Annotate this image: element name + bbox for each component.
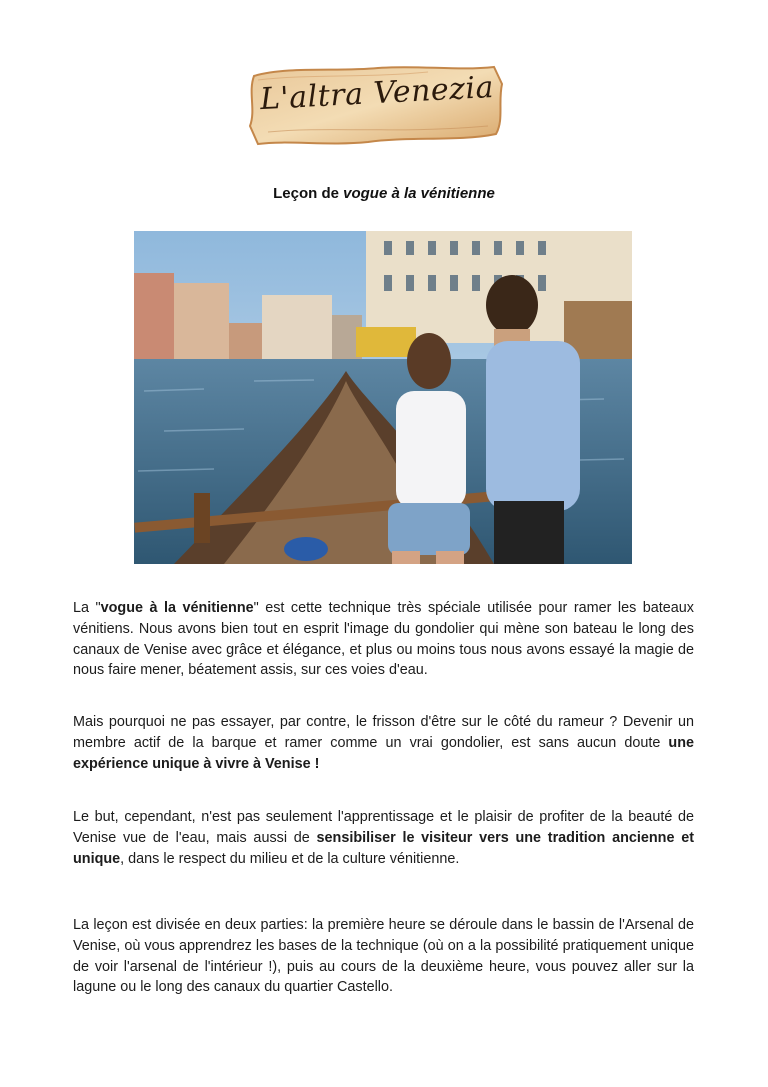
p1-text-a: La ": [73, 600, 101, 616]
p3-text-a: Le but, cependant, n'est pas seulement l'apprentissage et le plaisir de profiter de la beauté de Venise vue de l'eau, mais aussi de: [73, 809, 694, 846]
title-emphasis: vogue à la vénitienne: [343, 185, 495, 202]
p1-bold: vogue à la vénitienne: [100, 600, 254, 616]
paragraph-4: [73, 915, 694, 998]
p2-bold: une expérience unique à vivre à Venise !: [73, 734, 694, 772]
p3-text-c: , dans le respect du milieu et de la culture vénitienne.: [120, 850, 460, 867]
logo: [248, 62, 506, 148]
p4-text-a: La leçon est divisée en deux parties: la première heure se déroule dans le bassin de l'Arsenal de Venise, où vous apprendrez les bases de la technique (où on a la possibilité pratiquement unique de voir l'arsenal de l'intérieur !), puis au cours de la deuxième heure, vous pouvez aller sur la lagune ou le long des canaux du quartier Castello.: [73, 917, 694, 996]
page-title: [0, 185, 768, 202]
paragraph-1: [73, 598, 694, 681]
p2-text-a: Mais pourquoi ne pas essayer, par contre, le frisson d'être sur le côté du rameur ? Devenir un membre actif de la barque et ramer comme un vrai gondolier, est sans aucun doute: [73, 714, 694, 751]
title-prefix: Leçon de: [273, 185, 344, 202]
gondola-photo: [134, 231, 632, 564]
p3-bold: sensibiliser le visiteur vers une tradition ancienne et unique: [73, 829, 694, 867]
paragraph-2: [73, 712, 694, 774]
paragraph-3: [73, 807, 694, 869]
p1-text-c: " est cette technique très spéciale utilisée pour ramer les bateaux vénitiens. Nous avons bien tout en esprit l'image du gondolier qui mène son bateau le long des canaux de Venise avec grâce et élégance, et plus ou moins tous nous avons essayé la magie de nous faire mener, béatement assis, sur ces voies d'eau.: [73, 600, 694, 679]
logo-text: L'altra Venezia: [259, 69, 495, 118]
